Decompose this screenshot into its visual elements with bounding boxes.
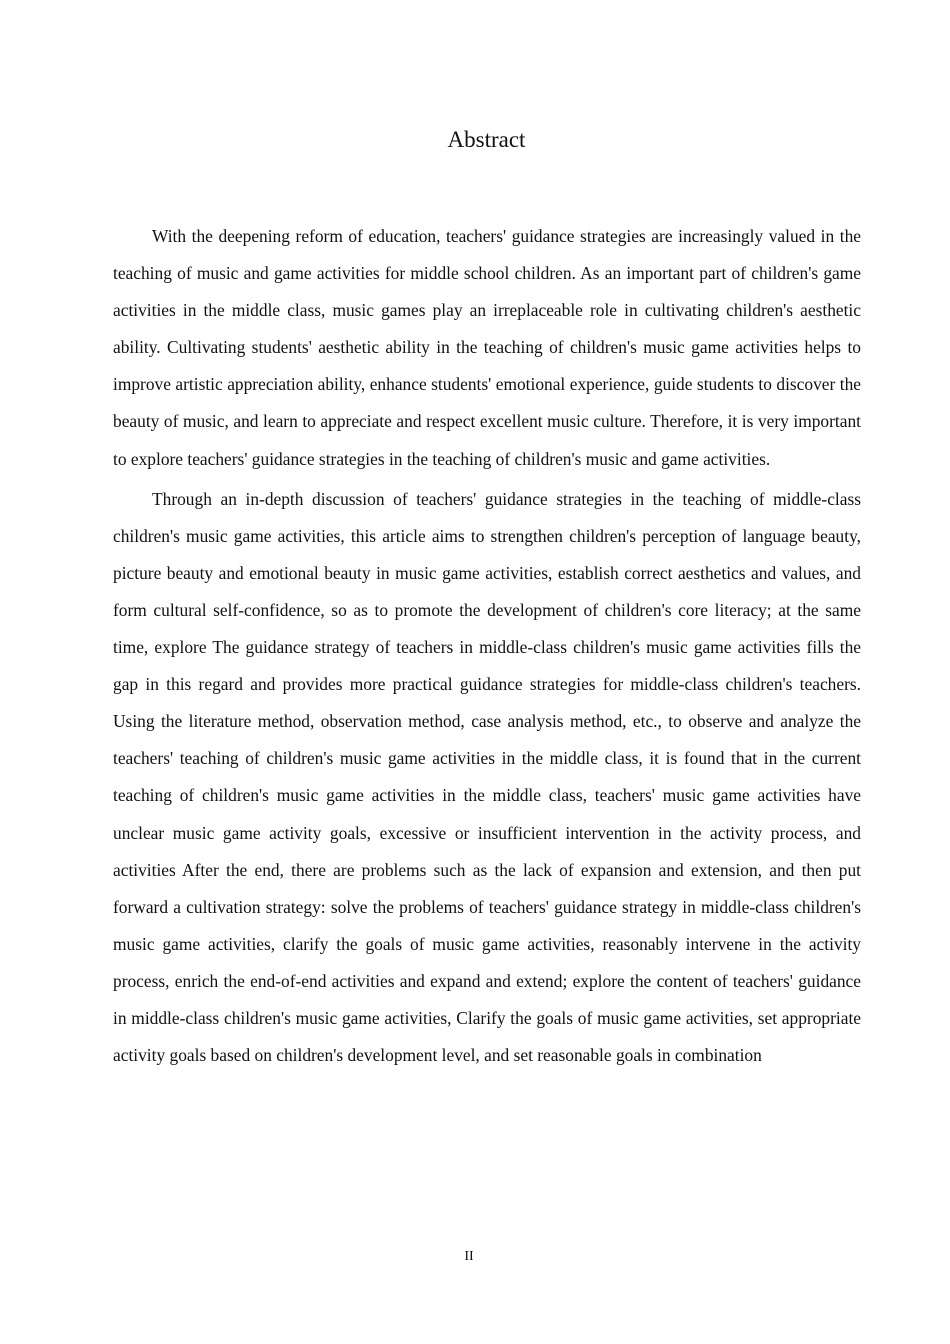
page-number: II (464, 1249, 474, 1264)
abstract-paragraph-2: Through an in-depth discussion of teachers' guidance strategies in the teaching of middle-class children's music game activities, this article aims to strengthen children's perception of language beauty, picture beauty and emotional beauty in music game activities, establish correct aesthetics and values, and form cultural self-confidence, so as to promote the development of children's core literacy; at the same time, explore The guidance strategy of teachers in middle-class children's music game activities fills the gap in this regard and provides more practical guidance strategies for middle-class children's teachers. Using the literature method, observation method, case analysis method, etc., to observe and analyze the teachers' teaching of children's music game activities in the middle class, it is found that in the current teaching of children's music game activities in the middle class, teachers' music game activities have unclear music game activity goals, excessive or insufficient intervention in the activity process, and activities After the end, there are problems such as the lack of expansion and extension, and then put forward a cultivation strategy: solve the problems of teachers' guidance strategy in middle-class children's music game activities, clarify the goals of music game activities, reasonably intervene in the activity process, enrich the end-of-end activities and expand and extend; explore the content of teachers' guidance in middle-class children's music game activities, Clarify the goals of music game activities, set appropriate activity goals based on children's development level, and set reasonable goals in combination (113, 488, 861, 1066)
abstract-paragraph-1: With the deepening reform of education, teachers' guidance strategies are increasingly valued in the teaching of music and game activities for middle school children. As an important part of children's game activities in the middle class, music games play an irreplaceable role in cultivating children's aesthetic ability. Cultivating students' aesthetic ability in the teaching of children's music game activities helps to improve artistic appreciation ability, enhance students' emotional experience, guide students to discover the beauty of music, and learn to appreciate and respect excellent music culture. Therefore, it is very important to explore teachers' guidance strategies in the teaching of children's music and game activities. (113, 226, 861, 469)
page-title: Abstract (447, 127, 526, 152)
abstract-body (113, 218, 861, 1077)
